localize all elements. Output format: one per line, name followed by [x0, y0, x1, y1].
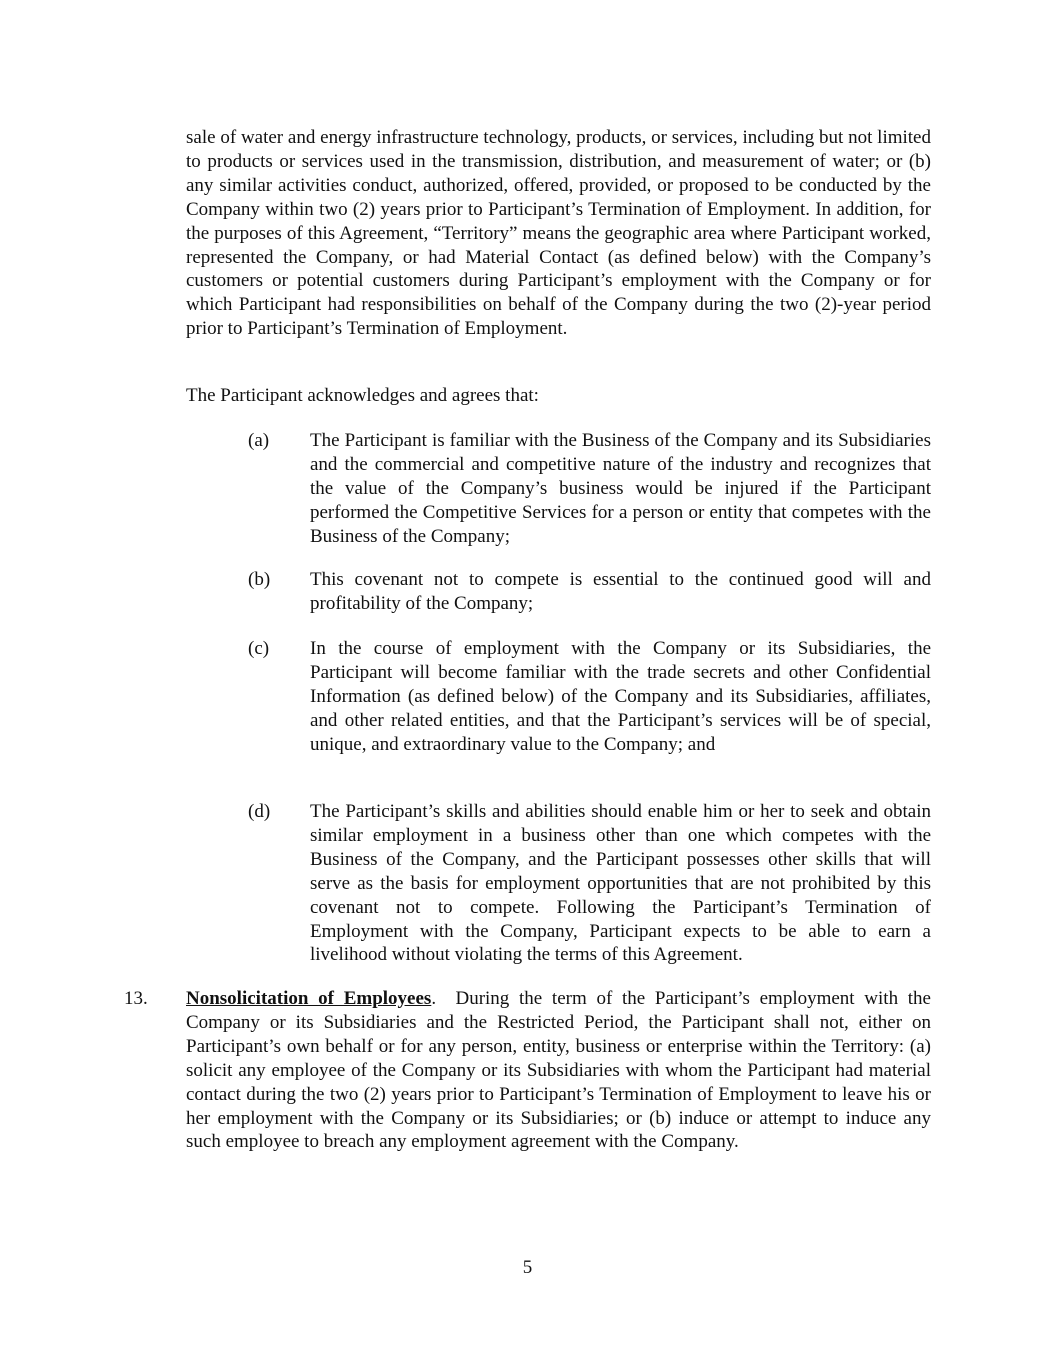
item-text: In the course of employment with the Company or its Subsidiaries, the Participant will become familiar with the trade secrets and other Confidential Information (as defined below) of the Company and its Subsidiaries, affiliates, and other related entities, and that the Participant’s services will be of special, unique, and extraordinary value to the Company; and	[310, 638, 931, 755]
item-text: The Participant is familiar with the Business of the Company and its Subsidiaries and the commercial and competitive nature of the industry and recognizes that the value of the Company’s business would be injured if the Participant performed the Competitive Services for a person or entity that competes with the Business of the Company;	[310, 430, 931, 547]
item-text: This covenant not to compete is essential to the continued good will and profitability of the Company;	[310, 569, 931, 614]
section-heading-period: .	[431, 988, 437, 1009]
item-label: (a)	[248, 430, 270, 451]
page-number: 5	[522, 1257, 533, 1278]
item-label: (b)	[248, 569, 271, 590]
section-body-text: During the term of the Participant’s employment with the Company or its Subsidiaries and the Restricted Period, the Participant shall not, either on Participant’s own behalf or for any person, entity, business or enterprise within the Territory: (a) solicit any employee of the Company or its Subsidiaries with whom the Participant had material contact during the two (2) years prior to Participant’s Termination of Employment to leave his or her employment with the Company or its Subsidiaries; or (b) induce or attempt to induce any such employee to breach any employment agreement with the Company.	[186, 988, 936, 1153]
section-paragraph	[186, 987, 936, 1154]
item-label: (c)	[248, 638, 270, 659]
acknowledges-line: The Participant acknowledges and agrees that:	[186, 385, 539, 406]
item-label: (d)	[248, 801, 271, 822]
intro-paragraph: sale of water and energy infrastructure technology, products, or services, including but not limited to products or services used in the transmission, distribution, and measurement of water; or (b) any similar activities conduct, authorized, offered, provided, or proposed to be conducted by the Company within two (2) years prior to Participant’s Termination of Employment. In addition, for the purposes of this Agreement, “Territory” means the geographic area where Participant worked, represented the Company, or had Material Contact (as defined below) with the Company’s customers or potential customers during Participant’s employment with the Company or for which Participant had responsibilities on behalf of the Company during the two (2)-year period prior to Participant’s Termination of Employment.	[186, 127, 931, 340]
section-heading: Nonsolicitation of Employees	[186, 988, 432, 1009]
item-text: The Participant’s skills and abilities should enable him or her to seek and obtain similar employment in a business other than one which competes with the Business of the Company, and the Participant possesses other skills that will serve as the basis for employment opportunities that are not prohibited by this covenant not to compete. Following the Participant’s Termination of Employment with the Company, Participant expects to be able to earn a livelihood without violating the terms of this Agreement.	[310, 801, 931, 966]
section-number: 13.	[124, 988, 148, 1009]
